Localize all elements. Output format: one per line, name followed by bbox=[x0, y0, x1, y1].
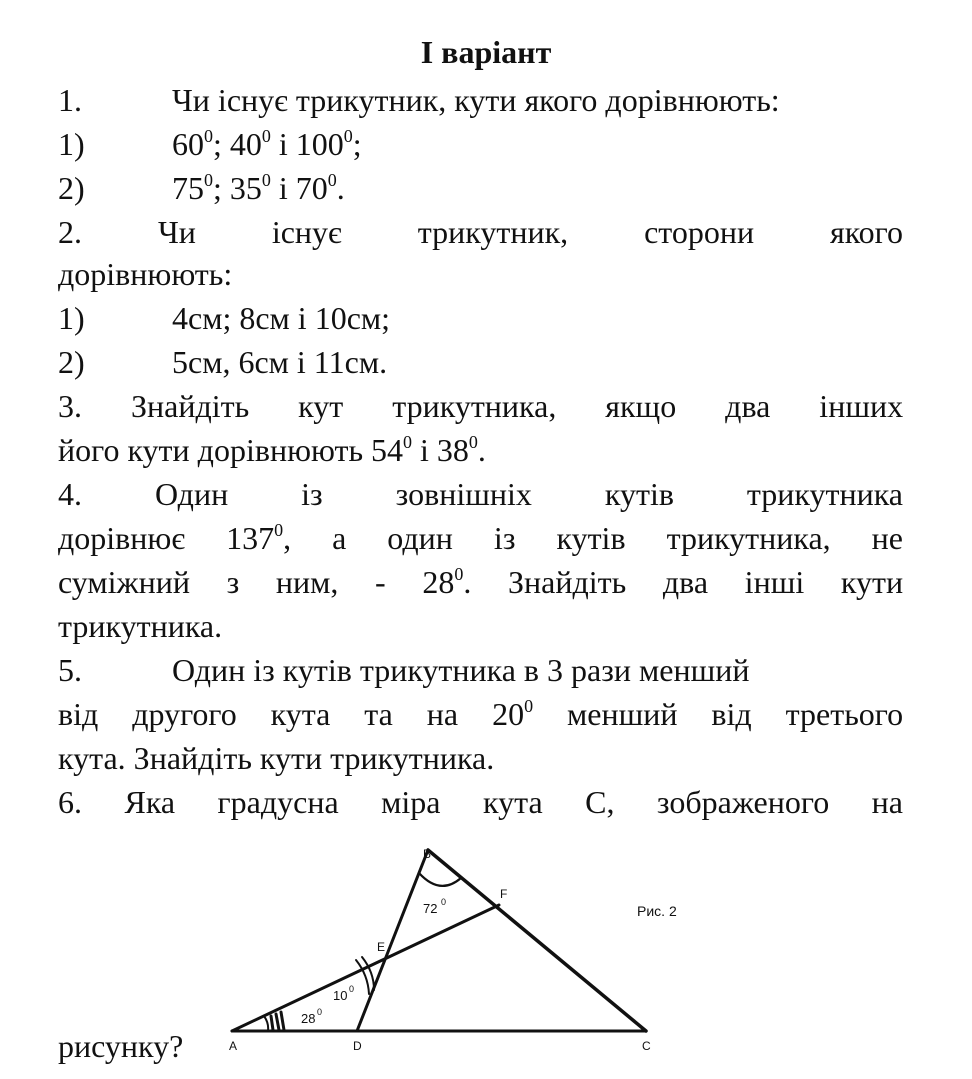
question-6: 6. Яка градусна міра кута С, зображеного на bbox=[58, 784, 903, 820]
point-label-a: A bbox=[229, 1039, 238, 1053]
angle-label-a-degree: 0 bbox=[317, 1007, 323, 1017]
segment-bd bbox=[357, 850, 428, 1031]
question-2-option-2: 2) 5см, 6см і 11см. bbox=[58, 344, 388, 380]
degree-sign: 0 bbox=[327, 170, 337, 190]
degree-sign: 0 bbox=[468, 432, 478, 452]
question-4-line-3: суміжний з ним, - $28^0$. Знайдіть два інші кути bbox=[58, 564, 904, 600]
page-title: І варіант bbox=[420, 34, 552, 70]
angle-label-e: 10 bbox=[333, 988, 348, 1003]
question-2-option-1: 1) 4см; 8см і 10см; bbox=[58, 300, 391, 336]
question-4: 4. Один із зовнішніх кутів трикутника bbox=[58, 476, 903, 512]
degree-sign: 0 bbox=[524, 696, 534, 716]
question-number: 6. bbox=[58, 784, 82, 820]
degree-sign: 0 bbox=[343, 126, 353, 146]
question-3-line-2: його кути дорівнюють $54^0$ і $38^0$. bbox=[58, 432, 486, 468]
question-number: 1. bbox=[58, 82, 82, 118]
angle-arc-b bbox=[419, 873, 461, 886]
degree-sign: 0 bbox=[204, 170, 213, 190]
angle-mark-a bbox=[271, 1016, 273, 1030]
question-number: 2. bbox=[58, 214, 82, 250]
option-number: 1) bbox=[58, 300, 85, 336]
angle-label-b: 72 bbox=[423, 901, 438, 916]
question-6-line-2: рисунку? bbox=[58, 1028, 184, 1064]
angle-arc-a bbox=[264, 1016, 268, 1031]
degree-sign: 0 bbox=[204, 126, 213, 146]
angle-mark-a bbox=[276, 1014, 279, 1030]
point-label-c: C bbox=[642, 1039, 651, 1053]
question-number: 3. bbox=[58, 388, 82, 424]
question-1-option-1: 1) $60^0$; $40^0$ і $100^0$; bbox=[58, 126, 362, 162]
option-number: 1) bbox=[58, 126, 85, 162]
question-number: 4. bbox=[58, 476, 82, 512]
question-number: 5. bbox=[58, 652, 82, 688]
question-5-line-2: від другого кута та на $20^0$ менший від третього bbox=[58, 696, 904, 732]
angle-label-b-degree: 0 bbox=[441, 897, 447, 907]
angle-label-e-degree: 0 bbox=[349, 984, 355, 994]
question-text: Чи існує трикутник, кути якого дорівнюють: bbox=[172, 82, 780, 118]
degree-sign: 0 bbox=[274, 520, 284, 540]
angle-label-a: 28 bbox=[301, 1011, 316, 1026]
question-4-line-4: трикутника. bbox=[58, 608, 223, 644]
degree-sign: 0 bbox=[403, 432, 413, 452]
point-label-e: E bbox=[377, 940, 386, 954]
point-label-f: F bbox=[500, 887, 508, 901]
question-4-line-2: дорівнює $137^0$, а один із кутів трикутника, не bbox=[58, 520, 903, 556]
option-number: 2) bbox=[58, 344, 85, 380]
question-3: 3. Знайдіть кут трикутника, якщо два інших bbox=[58, 388, 904, 424]
question-5: 5. Один із кутів трикутника в 3 рази менший bbox=[58, 652, 750, 688]
figure-caption: Рис. 2 bbox=[637, 903, 677, 919]
point-label-b: B bbox=[423, 847, 432, 861]
question-5-line-3: кута. Знайдіть кути трикутника. bbox=[58, 740, 495, 776]
point-label-d: D bbox=[353, 1039, 362, 1053]
question-1-option-2: 2) $75^0$; $35^0$ і $70^0$. bbox=[58, 170, 345, 206]
option-number: 2) bbox=[58, 170, 85, 206]
degree-sign: 0 bbox=[261, 126, 271, 146]
question-2: 2. Чи існує трикутник, сторони якого bbox=[58, 214, 903, 250]
degree-sign: 0 bbox=[454, 564, 464, 584]
angle-mark-a bbox=[281, 1012, 284, 1030]
degree-sign: 0 bbox=[261, 170, 271, 190]
question-2-line-2: дорівнюють: bbox=[58, 256, 233, 292]
